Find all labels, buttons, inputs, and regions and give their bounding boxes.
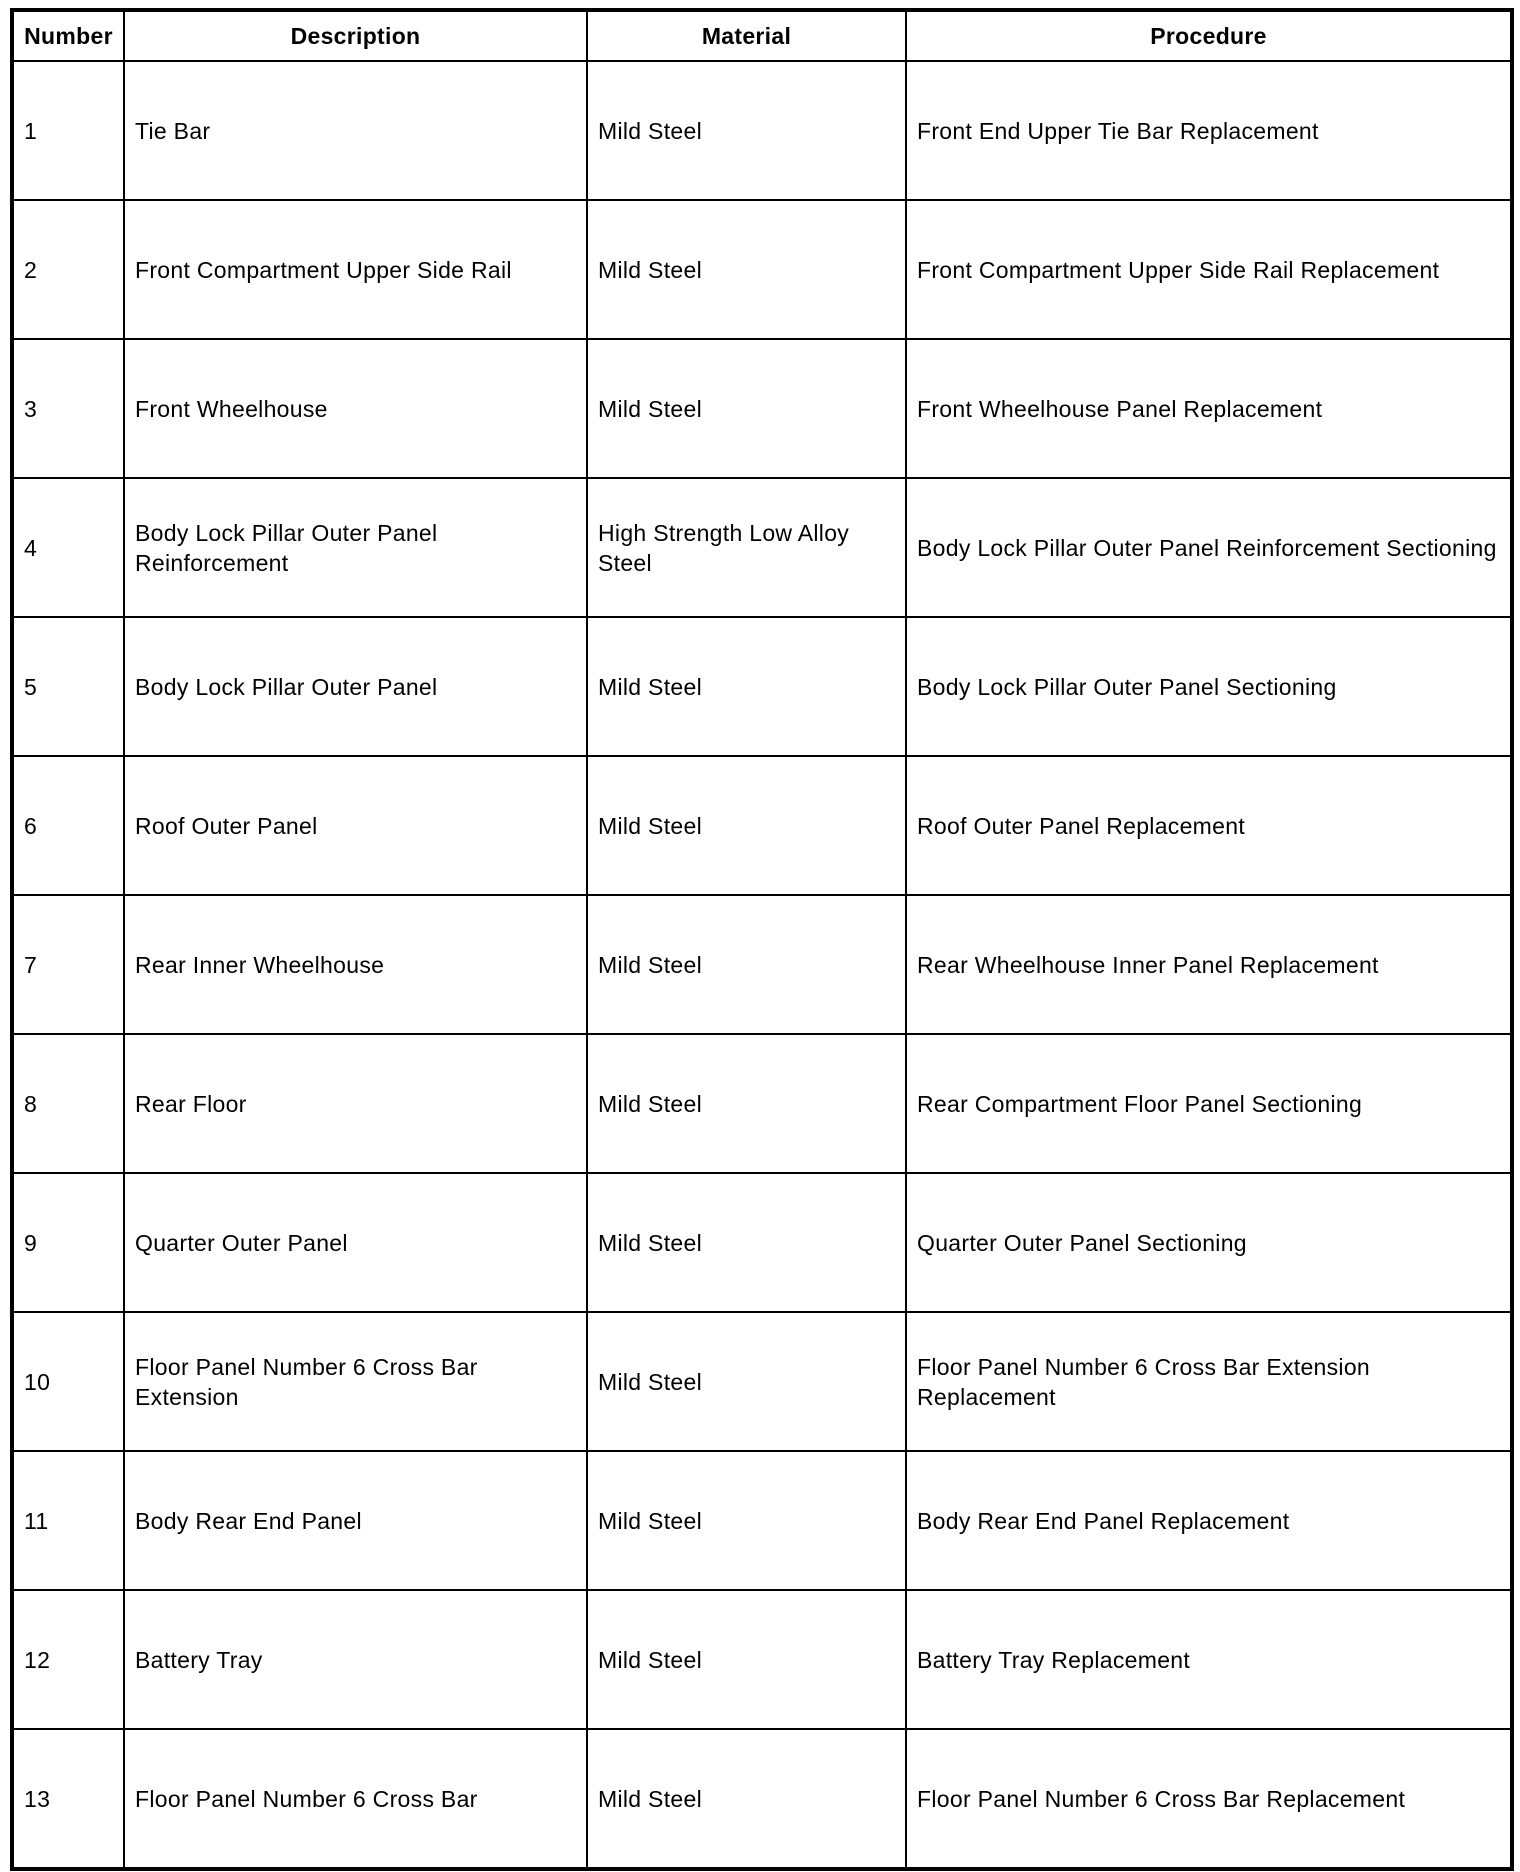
cell-number: 13 bbox=[12, 1729, 124, 1869]
cell-material: High Strength Low Alloy Steel bbox=[587, 478, 906, 617]
cell-procedure: Floor Panel Number 6 Cross Bar Extension Replacement bbox=[906, 1312, 1512, 1451]
cell-procedure: Body Lock Pillar Outer Panel Sectioning bbox=[906, 617, 1512, 756]
cell-number: 2 bbox=[12, 200, 124, 339]
cell-description: Roof Outer Panel bbox=[124, 756, 587, 895]
cell-material: Mild Steel bbox=[587, 1590, 906, 1729]
cell-number: 12 bbox=[12, 1590, 124, 1729]
cell-description: Rear Inner Wheelhouse bbox=[124, 895, 587, 1034]
cell-procedure: Body Rear End Panel Replacement bbox=[906, 1451, 1512, 1590]
cell-material: Mild Steel bbox=[587, 1034, 906, 1173]
cell-number: 5 bbox=[12, 617, 124, 756]
cell-number: 11 bbox=[12, 1451, 124, 1590]
table-row bbox=[12, 1312, 1512, 1451]
cell-description: Body Lock Pillar Outer Panel bbox=[124, 617, 587, 756]
table-row bbox=[12, 478, 1512, 617]
table-row bbox=[12, 1451, 1512, 1590]
table-row bbox=[12, 1729, 1512, 1869]
cell-number: 3 bbox=[12, 339, 124, 478]
header-number: Number bbox=[12, 10, 124, 61]
cell-material: Mild Steel bbox=[587, 1312, 906, 1451]
cell-material: Mild Steel bbox=[587, 1173, 906, 1312]
cell-procedure: Battery Tray Replacement bbox=[906, 1590, 1512, 1729]
cell-procedure: Front Wheelhouse Panel Replacement bbox=[906, 339, 1512, 478]
table-row bbox=[12, 339, 1512, 478]
cell-number: 6 bbox=[12, 756, 124, 895]
cell-material: Mild Steel bbox=[587, 61, 906, 200]
cell-description: Front Compartment Upper Side Rail bbox=[124, 200, 587, 339]
cell-description: Front Wheelhouse bbox=[124, 339, 587, 478]
cell-description: Floor Panel Number 6 Cross Bar bbox=[124, 1729, 587, 1869]
cell-procedure: Floor Panel Number 6 Cross Bar Replacement bbox=[906, 1729, 1512, 1869]
cell-number: 10 bbox=[12, 1312, 124, 1451]
cell-description: Floor Panel Number 6 Cross Bar Extension bbox=[124, 1312, 587, 1451]
cell-procedure: Front End Upper Tie Bar Replacement bbox=[906, 61, 1512, 200]
table-row bbox=[12, 200, 1512, 339]
table-row bbox=[12, 617, 1512, 756]
cell-description: Body Rear End Panel bbox=[124, 1451, 587, 1590]
cell-number: 8 bbox=[12, 1034, 124, 1173]
cell-material: Mild Steel bbox=[587, 895, 906, 1034]
cell-procedure: Front Compartment Upper Side Rail Replacement bbox=[906, 200, 1512, 339]
cell-material: Mild Steel bbox=[587, 200, 906, 339]
cell-description: Rear Floor bbox=[124, 1034, 587, 1173]
header-procedure: Procedure bbox=[906, 10, 1512, 61]
table-row bbox=[12, 61, 1512, 200]
table-row bbox=[12, 756, 1512, 895]
header-description: Description bbox=[124, 10, 587, 61]
cell-description: Body Lock Pillar Outer Panel Reinforcement bbox=[124, 478, 587, 617]
cell-procedure: Roof Outer Panel Replacement bbox=[906, 756, 1512, 895]
cell-procedure: Quarter Outer Panel Sectioning bbox=[906, 1173, 1512, 1312]
cell-procedure: Rear Wheelhouse Inner Panel Replacement bbox=[906, 895, 1512, 1034]
cell-description: Tie Bar bbox=[124, 61, 587, 200]
cell-description: Quarter Outer Panel bbox=[124, 1173, 587, 1312]
cell-material: Mild Steel bbox=[587, 756, 906, 895]
table-row bbox=[12, 1173, 1512, 1312]
cell-number: 7 bbox=[12, 895, 124, 1034]
cell-number: 9 bbox=[12, 1173, 124, 1312]
table-row bbox=[12, 1590, 1512, 1729]
table-row bbox=[12, 895, 1512, 1034]
header-row bbox=[12, 10, 1512, 61]
cell-procedure: Body Lock Pillar Outer Panel Reinforcement Sectioning bbox=[906, 478, 1512, 617]
cell-number: 4 bbox=[12, 478, 124, 617]
cell-material: Mild Steel bbox=[587, 617, 906, 756]
cell-procedure: Rear Compartment Floor Panel Sectioning bbox=[906, 1034, 1512, 1173]
parts-table bbox=[10, 8, 1514, 1871]
cell-material: Mild Steel bbox=[587, 1451, 906, 1590]
cell-number: 1 bbox=[12, 61, 124, 200]
header-material: Material bbox=[587, 10, 906, 61]
cell-material: Mild Steel bbox=[587, 1729, 906, 1869]
cell-material: Mild Steel bbox=[587, 339, 906, 478]
cell-description: Battery Tray bbox=[124, 1590, 587, 1729]
table-row bbox=[12, 1034, 1512, 1173]
